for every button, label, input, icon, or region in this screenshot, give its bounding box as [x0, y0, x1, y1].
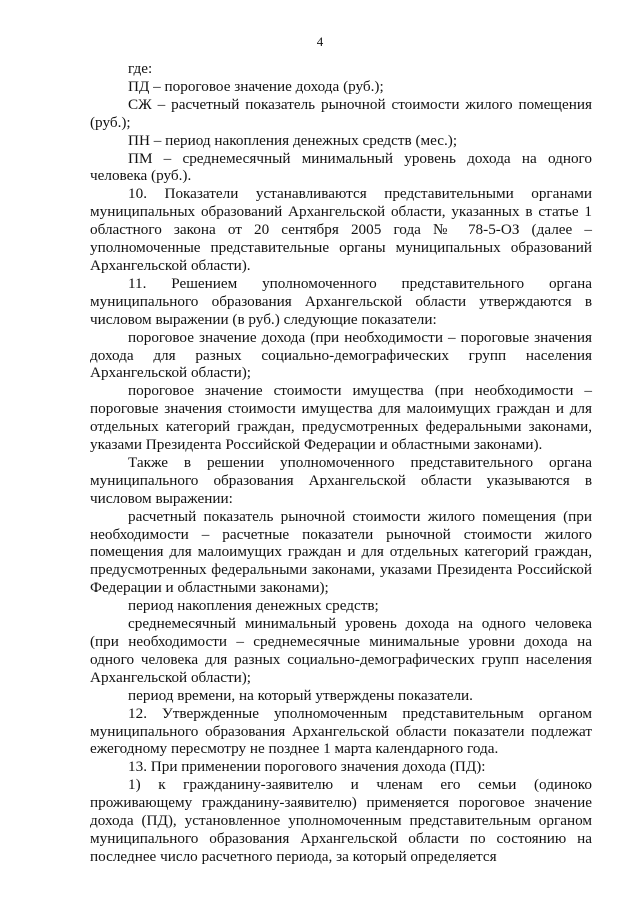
definition-pm: ПМ – среднемесячный минимальный уровень дохода на одного человека (руб.).: [90, 149, 592, 185]
clause-11-also: Также в решении уполномоченного представительного органа муниципального образования Архангельской области указываются в числовом выражении:: [90, 453, 592, 507]
clause-13-item-1: 1) к гражданину-заявителю и членам его семьи (одиноко проживающему гражданину-заявителю) применяется пороговое значение дохода (ПД), установленное уполномоченным представительным органом муниципального образования Архангельской области по состоянию на последнее число расчетного периода, за который определяется: [90, 776, 592, 865]
page-number: 4: [316, 34, 324, 49]
definition-pd: ПД – пороговое значение дохода (руб.);: [128, 77, 384, 95]
clause-11-item-period: период накопления денежных средств;: [128, 597, 379, 615]
definition-szh: СЖ – расчетный показатель рыночной стоимости жилого помещения (руб.);: [90, 95, 592, 131]
clause-11-item-validity: период времени, на который утверждены показатели.: [128, 686, 473, 704]
clause-12: 12. Утвержденные уполномоченным представительным органом муниципального образования Архангельской области показатели подлежат ежегодному пересмотру не позднее 1 марта календарного года.: [90, 704, 592, 758]
definition-pn: ПН – период накопления денежных средств (мес.);: [128, 131, 458, 149]
clause-11-item-min-income: среднемесячный минимальный уровень дохода на одного человека (при необходимости – среднемесячные минимальные уровни дохода на одного человека для разных социально-демографических групп населения Архангельской области);: [90, 615, 592, 686]
clause-11-item-income: пороговое значение дохода (при необходимости – пороговые значения дохода для разных социально-демографических групп населения Архангельской области);: [90, 328, 592, 382]
document-body: [90, 60, 592, 866]
clause-11-item-housing: расчетный показатель рыночной стоимости жилого помещения (при необходимости – расчетные показатели рыночной стоимости жилого помещения для малоимущих граждан и для отдельных категорий граждан, предусмотренных федеральными законами, указами Президента Российской Федерации и областными законами);: [90, 507, 592, 597]
clause-11: 11. Решением уполномоченного представительного органа муниципального образования Архангельской области утверждаются в числовом выражении (в руб.) следующие показатели:: [90, 274, 592, 328]
clause-13: 13. При применении порогового значения дохода (ПД):: [128, 758, 486, 776]
paragraph-where: где:: [128, 60, 153, 77]
clause-11-item-property: пороговое значение стоимости имущества (при необходимости – пороговые значения стоимости имущества для малоимущих граждан и для отдельных категорий граждан, предусмотренных федеральными законами, указами Президента Российской Федерации и областными законами).: [90, 382, 592, 454]
clause-10: 10. Показатели устанавливаются представительными органами муниципальных образований Архангельской области, указанных в статье 1 областного закона от 20 сентября 2005 года № 78-5-ОЗ (далее – уполномоченные представительные органы муниципальных образований Архангельской области).: [90, 185, 592, 274]
